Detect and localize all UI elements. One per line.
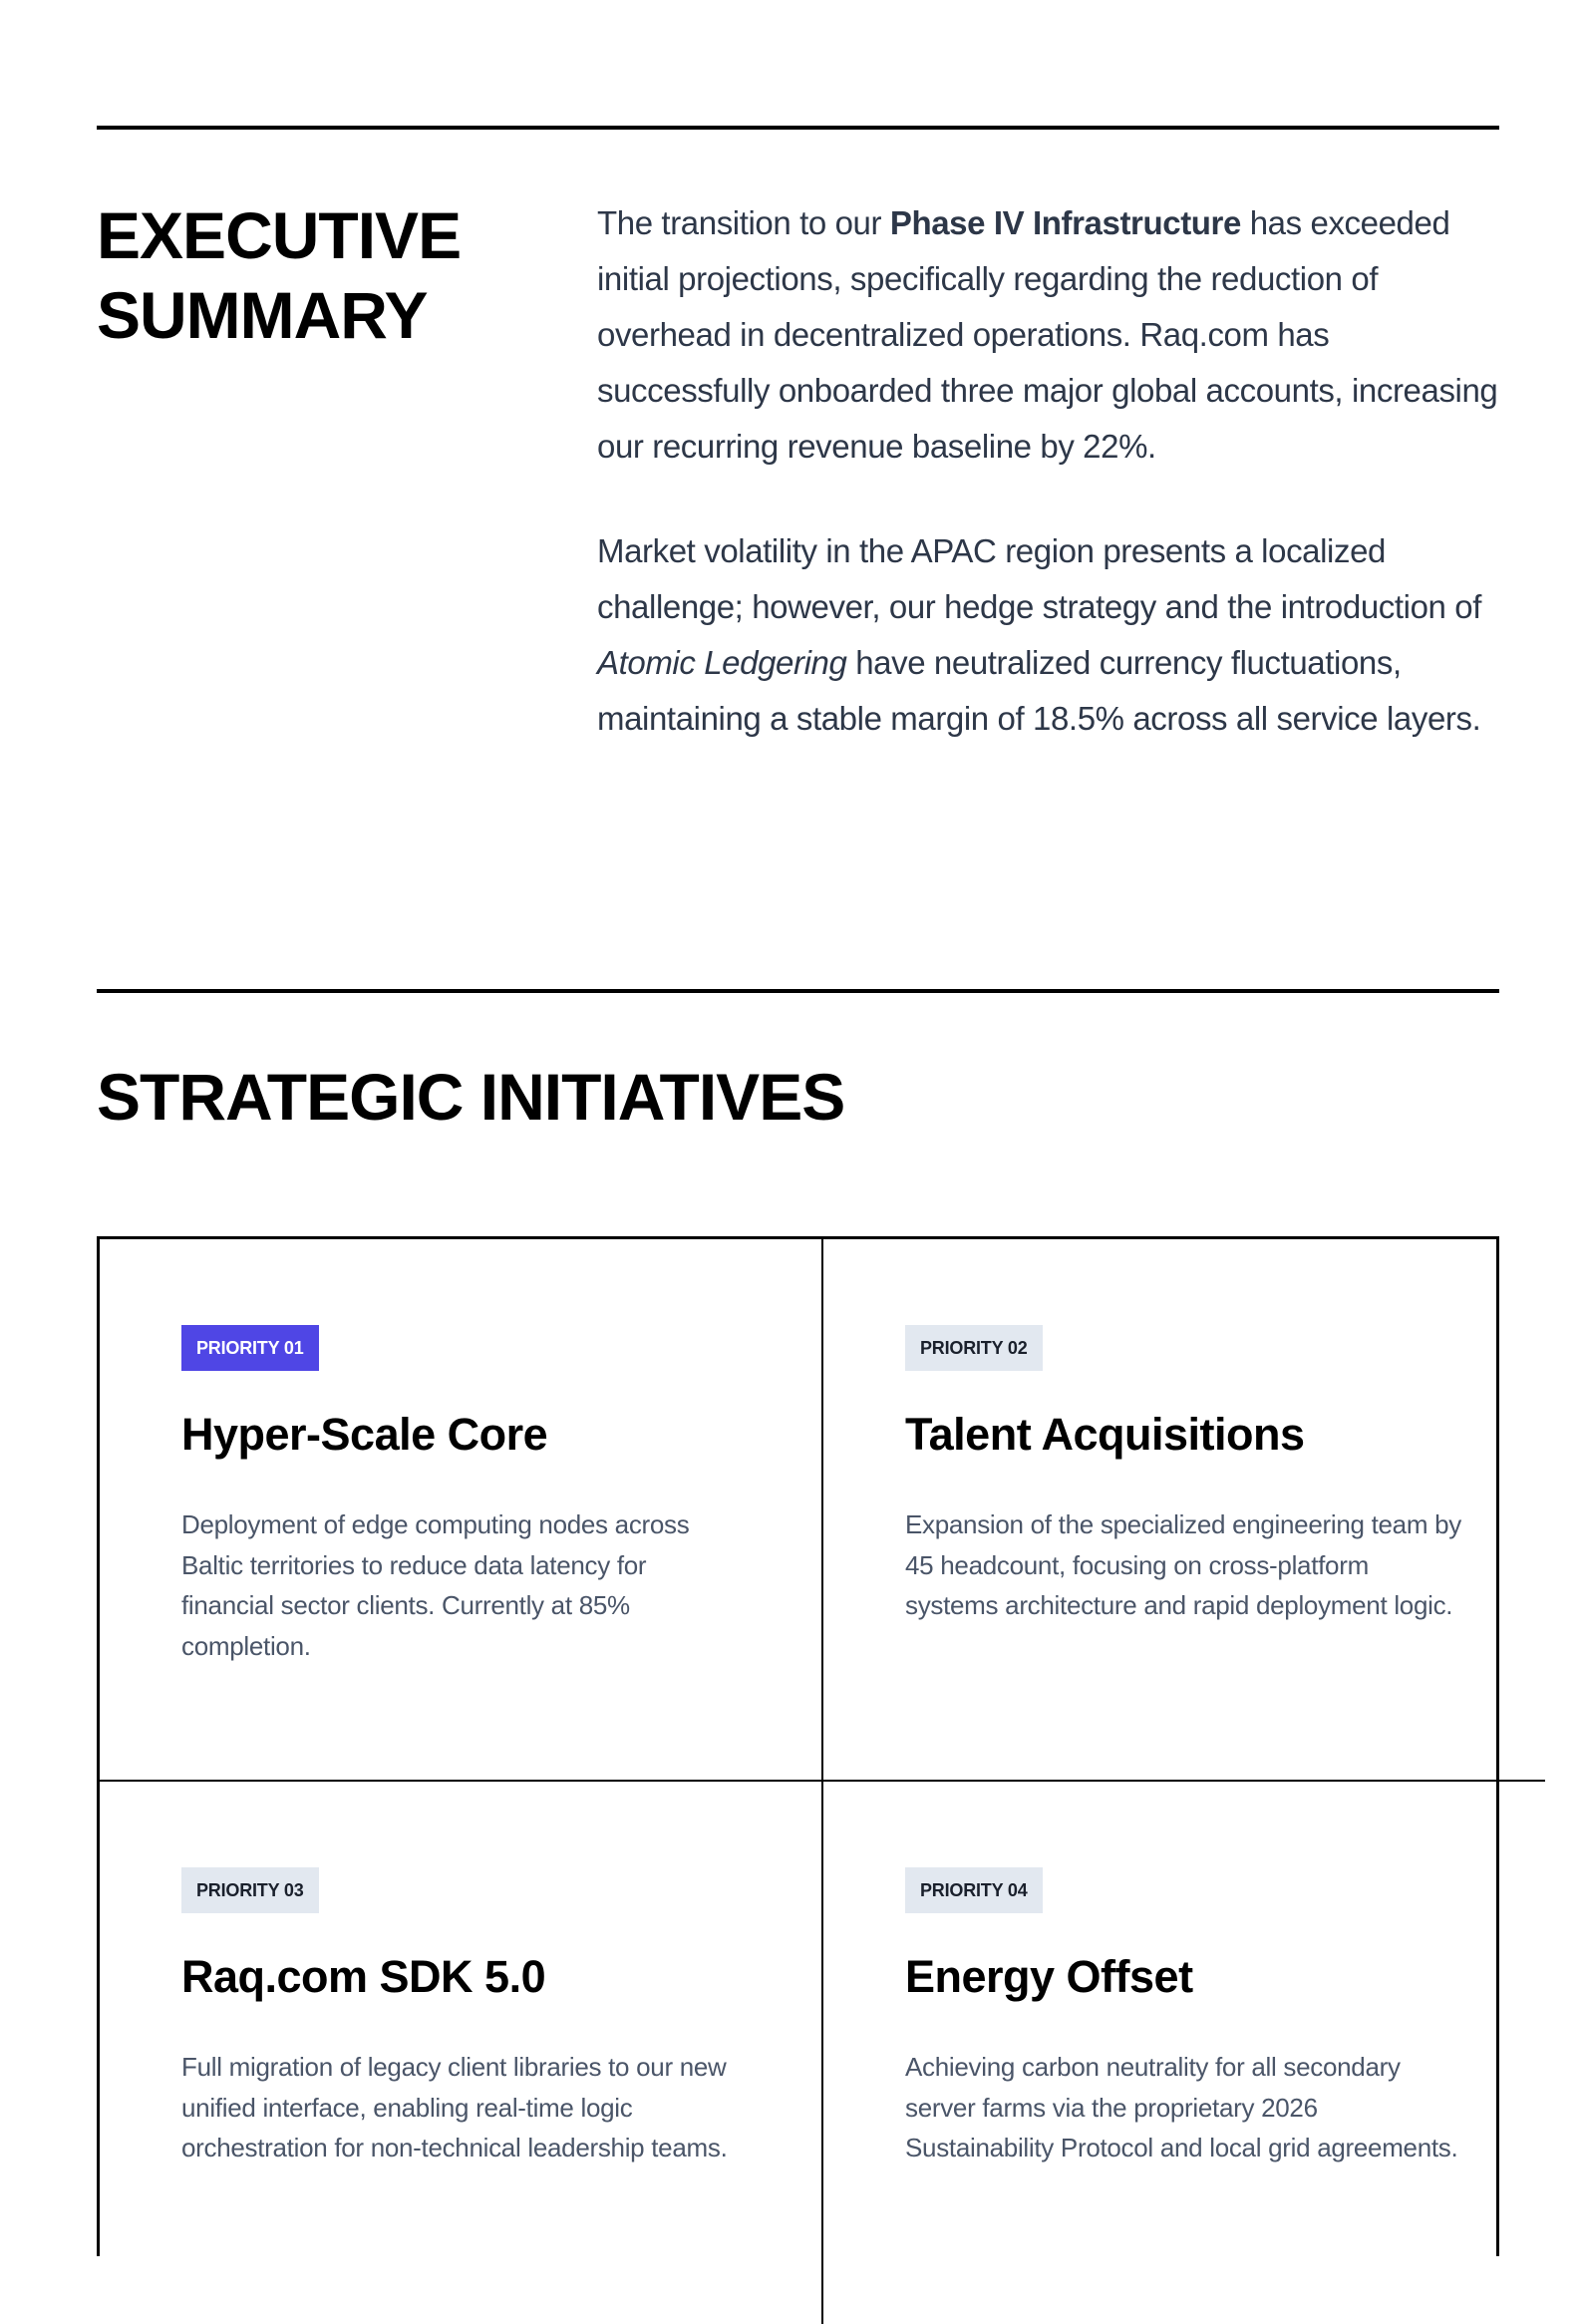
text: The transition to our bbox=[597, 204, 890, 241]
initiative-card bbox=[823, 1782, 1545, 2324]
text: have neutralized currency fluctuations, maintaining a stable margin of 18.5% across all service layers. bbox=[597, 644, 1481, 737]
initiative-card bbox=[823, 1239, 1545, 1782]
emphasis-phase-iv: Phase IV Infrastructure bbox=[889, 204, 1241, 241]
text: has exceeded initial projections, specifically regarding the reduction of overhead in decentralized operations. Raq.com has successfully onboarded three major global accounts, increasing our recurring revenue baseline by 22%. bbox=[597, 204, 1498, 465]
initiatives-grid bbox=[97, 1236, 1499, 2256]
initiative-title: Energy Offset bbox=[905, 1951, 1193, 2002]
text: Market volatility in the APAC region presents a localized challenge; however, our hedge strategy and the introduction of bbox=[597, 532, 1481, 625]
emphasis-atomic-ledgering: Atomic Ledgering bbox=[597, 644, 847, 681]
initiative-description: Expansion of the specialized engineering team by 45 headcount, focusing on cross-platform systems architecture and rapid deployment logic. bbox=[905, 1509, 1461, 1620]
priority-badge: PRIORITY 01 bbox=[181, 1325, 319, 1371]
initiative-description: Deployment of edge computing nodes across Baltic territories to reduce data latency for financial sector clients. Currently at 85% completion. bbox=[181, 1509, 690, 1661]
initiative-title: Raq.com SDK 5.0 bbox=[181, 1951, 546, 2002]
initiative-card bbox=[100, 1782, 823, 2324]
executive-summary-body bbox=[597, 195, 1499, 796]
initiative-card bbox=[100, 1239, 823, 1782]
initiative-description: Achieving carbon neutrality for all secondary server farms via the proprietary 2026 Sustainability Protocol and local grid agreements. bbox=[905, 2052, 1458, 2162]
section-divider bbox=[97, 989, 1499, 993]
initiative-description: Full migration of legacy client libraries to our new unified interface, enabling real-time logic orchestration for non-technical leadership teams. bbox=[181, 2052, 728, 2162]
initiative-title: Talent Acquisitions bbox=[905, 1409, 1305, 1460]
summary-paragraph-1 bbox=[597, 195, 1499, 475]
section-divider bbox=[97, 126, 1499, 130]
priority-badge: PRIORITY 02 bbox=[905, 1325, 1043, 1371]
priority-badge: PRIORITY 04 bbox=[905, 1867, 1043, 1913]
strategic-initiatives-heading: STRATEGIC INITIATIVES bbox=[97, 1060, 845, 1134]
executive-summary-heading: EXECUTIVE SUMMARY bbox=[97, 198, 462, 352]
summary-paragraph-2 bbox=[597, 523, 1499, 747]
priority-badge: PRIORITY 03 bbox=[181, 1867, 319, 1913]
initiative-title: Hyper-Scale Core bbox=[181, 1409, 548, 1460]
